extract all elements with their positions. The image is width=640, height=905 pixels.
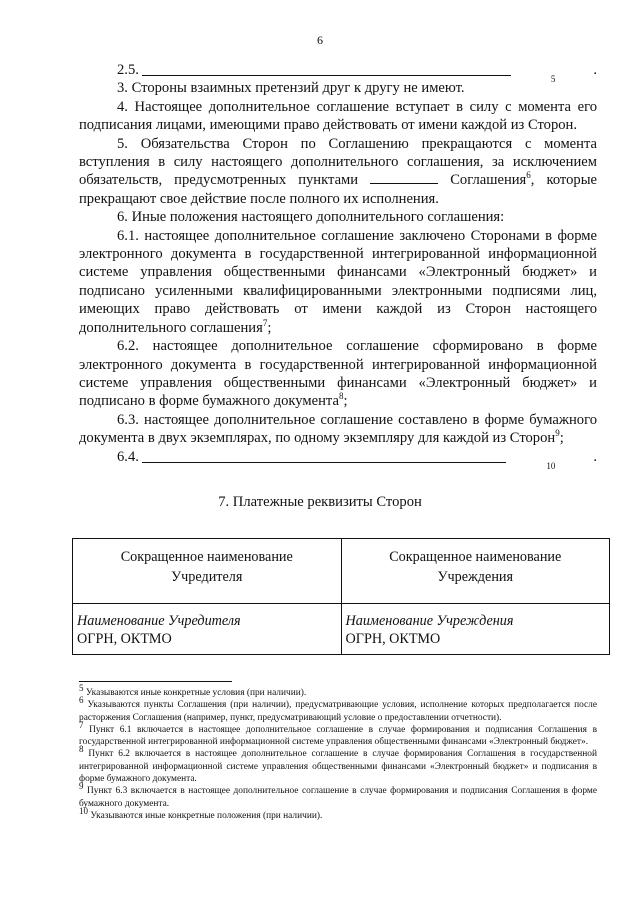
- cell-institution: [341, 604, 610, 655]
- fill-in-line: [142, 62, 511, 76]
- clause-6: 6. Иные положения настоящего дополнительного соглашения:: [117, 209, 505, 226]
- institution-name: Наименование Учреждения: [345, 613, 514, 629]
- footnote: [79, 744, 597, 785]
- clause-6-2-text: 6.2. настоящее дополнительное соглашение сформировано в форме электронного документа в государственной интегрированной информационной системе управления общественными финансами «Электронный бюджет» и подписано в форме бумажного документа: [79, 338, 597, 410]
- clause-6-3: [79, 411, 597, 448]
- clause-5: [79, 135, 597, 209]
- footnote: [79, 781, 597, 810]
- clause-5-text-b: Соглашения: [450, 172, 527, 189]
- footnote-number: 6: [79, 695, 84, 706]
- clause-2-5: 2.5. 5 .: [79, 61, 597, 79]
- clause-5-text-a: 5. Обязательства Сторон по Соглашению прекращаются с момента вступления в силу настоящего дополнительного соглашения, за исключением обязательств, предусмотренных пунктами: [79, 135, 597, 189]
- footnote: [79, 805, 597, 822]
- clause-6-3-end: ;: [559, 430, 564, 447]
- footnote-text: Пункт 6.3 включается в настоящее дополнительное соглашение в случае формирования и подписания Соглашения в форме бумажного документа.: [79, 786, 597, 809]
- clause-6-4-number: 6.4.: [117, 448, 139, 465]
- header-founder: [73, 539, 342, 604]
- header-institution-line2: Учреждения: [437, 569, 514, 585]
- clause-6-3-text: 6.3. настоящее дополнительное соглашение составлено в форме бумажного документа в двух экземплярах, по одному экземпляру для каждой из Сторон: [79, 411, 597, 447]
- clause-4: 4. Настоящее дополнительное соглашение вступает в силу с момента его подписания лицами, имеющими право действовать от имени каждой из Сторон.: [79, 98, 597, 134]
- footnote-number: 7: [79, 719, 84, 730]
- founder-codes: ОГРН, ОКТМО: [77, 631, 172, 647]
- clause-5-text-c: , которые прекращают свое действие после полного их исполнения.: [79, 172, 597, 207]
- clause-6-1: [79, 227, 597, 337]
- fill-in-blank: [370, 171, 438, 184]
- clause-6-1-text: 6.1. настоящее дополнительное соглашение заключено Сторонами в форме электронного документа в государственной интегрированной информационной системе управления общественными финансами «Электронный бюджет» и подписано усиленными квалифицированными электронными подписями лиц, имеющих право действовать от имени каждой из Сторон настоящего дополнительного соглашения: [79, 227, 597, 336]
- footnote-ref-6: 6: [526, 170, 531, 181]
- header-founder-line1: Сокращенное наименование: [120, 549, 293, 565]
- header-institution-line1: Сокращенное наименование: [389, 549, 562, 565]
- header-institution: [341, 539, 610, 604]
- clause-2-5-end: .: [593, 62, 597, 78]
- clause-6-2: [79, 337, 597, 411]
- clause-3: 3. Стороны взаимных претензий друг к другу не имеют.: [117, 80, 465, 97]
- section-7-title: 7. Платежные реквизиты Сторон: [218, 494, 422, 510]
- footnote-number: 5: [79, 682, 84, 693]
- founder-name: Наименование Учредителя: [77, 613, 241, 629]
- clause-6-2-end: ;: [343, 393, 348, 410]
- clause-6-1-end: ;: [267, 319, 272, 336]
- footnote-separator: [79, 681, 232, 682]
- footnote-number: 9: [79, 781, 84, 792]
- fill-in-line: [142, 449, 506, 463]
- footnote-ref-7: 7: [262, 317, 268, 328]
- table-row: [73, 604, 610, 655]
- clause-6-4: 6.4. 10 .: [79, 448, 597, 466]
- footnote-ref-8: 8: [338, 391, 344, 402]
- footnote-text: Указываются иные конкретные условия (при наличии).: [85, 688, 307, 698]
- document-body: [79, 61, 597, 471]
- clause-2-5-number: 2.5.: [117, 62, 139, 78]
- footnote-ref-9: 9: [555, 428, 560, 439]
- footnote-number: 8: [79, 744, 84, 755]
- page-number: 6: [317, 33, 323, 47]
- cell-founder: [73, 604, 342, 655]
- footnote-number: 10: [79, 805, 88, 816]
- header-founder-line2: Учредителя: [171, 569, 243, 585]
- institution-codes: ОГРН, ОКТМО: [345, 631, 441, 647]
- footnote-text: Пункт 6.2 включается в настоящее дополнительное соглашение в случае формирования Соглашения в государственной интегрированной информационной системе управления общественными финансами «Электронный бюджет» и подписания в форме бумажного документа.: [79, 749, 597, 785]
- footnote-text: Указываются иные конкретные положения (при наличии).: [90, 810, 323, 821]
- clause-6-4-end: .: [593, 448, 597, 465]
- footnote: [79, 719, 597, 749]
- footnote: [79, 682, 597, 699]
- footnote-text: Пункт 6.1 включается в настоящее дополнительное соглашение в случае формирования и подписания Соглашения в государственной интегрированной информационной системе управления общественными финансами «Электронный бюджет».: [79, 724, 597, 748]
- footnote: [79, 695, 598, 724]
- payment-details-table: [72, 538, 610, 655]
- table-header-row: [73, 539, 610, 604]
- footnotes: [79, 682, 598, 822]
- footnote-text: Указываются пункты Соглашения (при наличии), предусматривающие условия, исполнение которых предполагается после расторжения Соглашения (например, пункт, предусматривающий условие о предоставлении отчетности).: [79, 700, 598, 723]
